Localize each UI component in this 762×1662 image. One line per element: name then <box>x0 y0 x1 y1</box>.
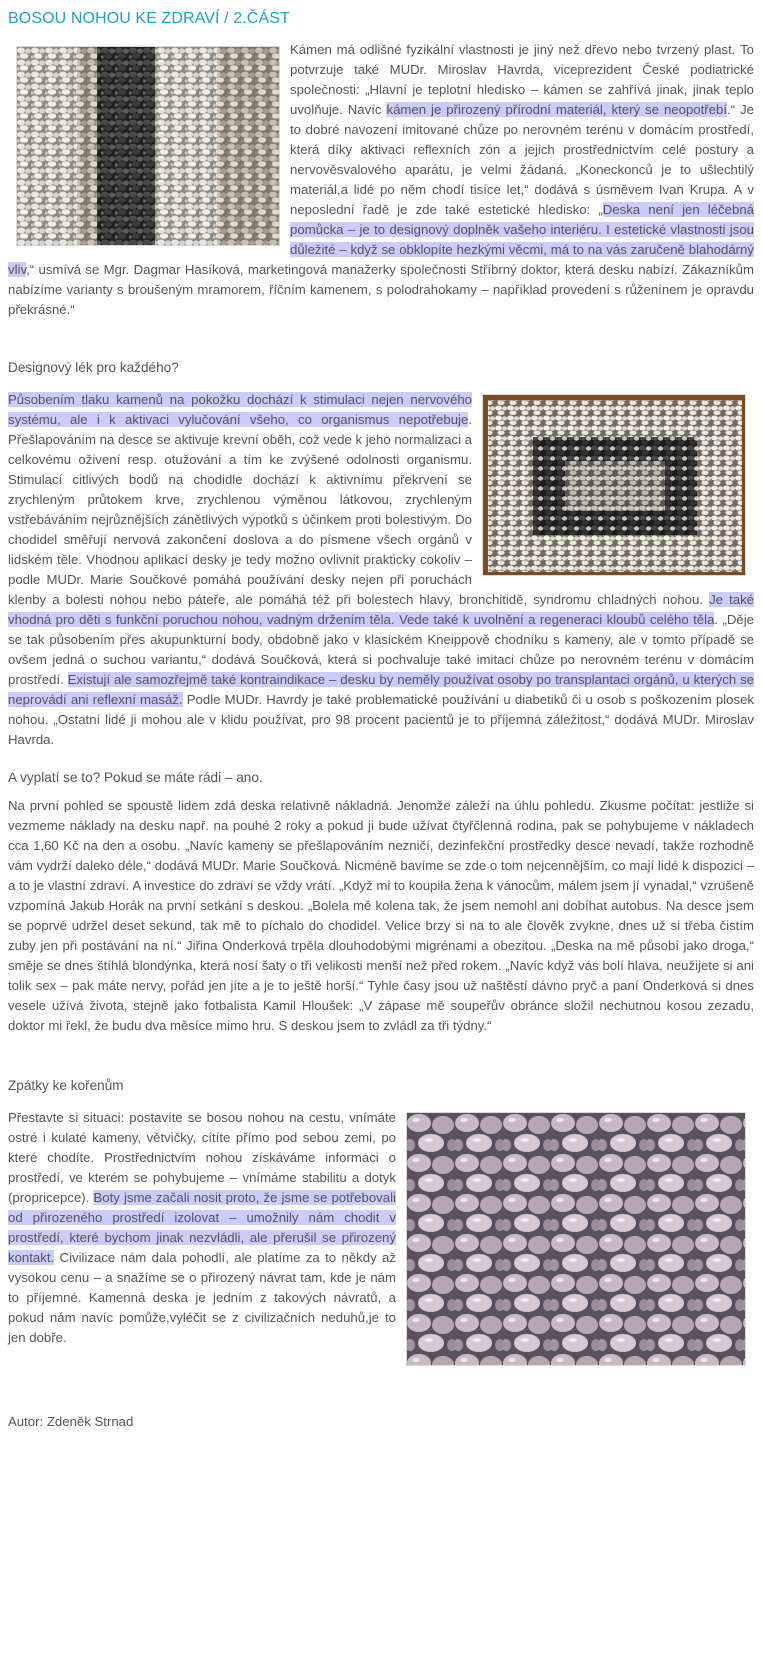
pebble-mat-illustration <box>483 395 746 576</box>
section3-paragraph: Na první pohled se spoustě lidem zdá deska relativně nákladná. Jenomže záleží na úhlu pohledu. Zkusme počítat: jestliže si vezmeme náklady na desku např. na pouhé 2 roky a pokud ji bude užívat čtyřčlenná rodina, pak se pohybujeme v nákladech cca 1,60 Kč na den a osobu. „Navíc kameny se přešlapováním nezničí, dezinfekční prostředky desce nevadí, takže rozhodně vám vydrží daleko déle,“ dodává MUDr. Marie Součková. Nicméně bavíme se zde o tom nejcennějším, co mají lidé k dispozici – a to je vlastní zdraví. A investice do zdraví se vždy vrátí. „Když mi to koupila žena k vánocům, málem jsem jí vynadal,“ vzrušeně vzpomíná Jakub Horák na první setkání s deskou. „Bolela mě kolena tak, že jsem nemohl ani dobíhat autobus. Na desce jsem se poprvé udržel deset sekund, tak mě to píchalo do chodidel. Velice brzy si na to ale člověk zvykne, dnes už si třeba čistím zuby jen při postávání na ní.“ Jiřina Onderková trpěla dlouhodobými migrénami a obezitou. „Deska na mě působí jako droga,“ směje se dnes štíhlá blondýnka, která nosí šaty o tři velikosti menší než před rokem. „Navíc když vás bolí hlava, neužijete si ani tolik sex – pak máte nervy, pořád jen jíte a je to ještě horší.“ Tyhle časy jsou už naštěstí dávno pryč a paní Onderková si dnes vesele užívá života, stejně jako fotbalista Kamil Hloušek: „V zápase mě soupeřův obránce složil nechutnou kosou zezadu, doktor mi řekl, že budu dva měsíce mimo hru. S deskou jsem to zvládl za tři týdny.“ <box>8 798 754 1033</box>
article-title: BOSOU NOHOU KE ZDRAVÍ / 2.ČÁST <box>8 10 290 27</box>
rose-quartz-stones-image <box>406 1112 746 1366</box>
white-black-pebbles-image <box>16 46 280 246</box>
text-run: Podle MUDr. Havrdy je také problematické používání u diabetiků či u osob s poškozením plosek nohou. „Ostatní lidé ji mohou ale v klidu používat, pro 98 procent pacientů je to příjemná záležitost,“ dodává MUDr. Miroslav Havrda. <box>8 692 755 747</box>
rose-quartz-illustration <box>407 1113 746 1366</box>
highlighted-text: Deska není jen léčebná pomůcka – je to designový doplněk vašeho interiéru. I estetické vlastnosti jsou důležité – když se obklopíte hezkými věcmi, má to na vás zaručeně blahodárný vliv <box>8 202 754 277</box>
text-run: .“ Je to dobré navození imitované chůze po nerovném terénu v domácím prostředí, která díky aktivaci reflexních zón a jejich prostřednictvím celé postury a nervověsvalového aparátu, je velmi žádaná. „Koneckonců je to ušlechtilý materiál,a lidé po něm chodí tisíce let,“ dodává s úsměvem Ivan Krupa. A v neposlední řadě je zde také estetické hledisko: „ <box>290 102 754 217</box>
text-run: . Přešlapováním na desce se aktivuje krevní oběh, což vede k jeho normalizaci a celkovému oživení resp. otužování a tím ke zvýšené odolnosti organismu. Stimulací citlivých bodů na chodidle dochází k aktivnímu překrvení se zrychleným průtokem krve, zrychlenou výměnou látkovou, zrychleným vstřebáváním nejrůznějších zánětlivých výpotků s účinkem proti bolestivým. Do chodidel směřují nervová zakončení doslova a do písmene všech orgánů v lidském těle. Vhodnou aplikací desky je tedy možno ovlivnit prakticky cokoliv – podle MUDr. Marie Součkové pomáhá používání desky nejen při poruchách klenby a bolesti nohou nebo páteře, ale pomáhá též při bolestech hlavy, bronchitidě, syndromu chladných nohou. <box>8 412 710 607</box>
pebbles-illustration <box>17 47 280 246</box>
text-run: . „Děje se tak působením přes akupunkturní body, obdobně jako v klasickém Kneippově chodníku s kameny, ale v tomto případě se ovšem jedná o suchou variantu,“ dodává Součková, která si pochvaluje také imitaci chůze po nerovném terénu v domácím prostředí. <box>8 612 755 687</box>
highlighted-text: kámen je přirozený přírodní materiál, který se neopotřebí <box>386 102 728 117</box>
text-run: ,“ usmívá se Mgr. Dagmar Hasíková, marketingová manažerky společnosti Stříbrný doktor, která desku nabízí. Zákazníkům nabízíme varianty s broušeným mramorem, říčním kamenem, s polodrahokamy – například provedení s růženínem je opravdu překrásné.“ <box>8 262 754 317</box>
article-author: Autor: Zdeněk Strnad <box>8 1414 134 1429</box>
highlighted-text: Je také vhodná pro děti s funkční poruchou nohou, vadným držením těla. Vede také k uvolnění a regeneraci kloubů celého těla <box>8 592 754 627</box>
section-heading: Designový lék pro každého? <box>8 360 179 375</box>
pebble-mat-image <box>482 394 746 576</box>
section-heading: Zpátky ke kořenům <box>8 1078 124 1093</box>
highlighted-text: Existují ale samozřejmě také kontraindikace – desku by neměly používat osoby po transplantaci orgánů, u kterých se neprovádí ani reflexní masáž. <box>8 672 754 707</box>
highlighted-text: Boty jsme začali nosit proto, že jsme se potřebovali od přirozeného prostředí izolovat – umožnily nám chodit v prostředí, které bychom jinak nezvládli, ale přerušil se přirozený kontakt. <box>8 1190 396 1265</box>
text-run: Kámen má odlišné fyzikální vlastnosti je jiný než dřevo nebo tvrzený plast. To potvrzuje také MUDr. Miroslav Havrda, viceprezident České podiatrické společnosti: „Hlavní je teplotní hledisko – kámen se zahřívá jinak, jinak teplo uvolňuje. Navíc <box>290 42 754 117</box>
section-heading: A vyplatí se to? Pokud se máte rádi – ano. <box>8 770 263 785</box>
highlighted-text: Působením tlaku kamenů na pokožku dochází k stimulaci nejen nervového systému, ale i k aktivaci vylučování všeho, co organismus nepotřebuje <box>8 392 472 427</box>
text-run: Civilizace nám dala pohodlí, ale platíme za to někdy až vysokou cenu – a snažíme se o přirozený návrat tam, kde je nám to příjemné. Kamenná deska je jedním z takových návratů, a pokud nám navíc pomůže,vyléčit se z civilizačních neduhů,je to jen dobře. <box>8 1250 396 1345</box>
text-run: Přestavte si situaci: postavíte se bosou nohou na cestu, vnímáte ostré i kulaté kameny, větvičky, cítíte přímo pod sebou zemi, po které chodíte. Prostřednictvím nohou získáváme informaci o prostředí, ve kterém se pohybujeme – vnímáme stabilitu a dotyk (propricepce). <box>8 1110 396 1205</box>
